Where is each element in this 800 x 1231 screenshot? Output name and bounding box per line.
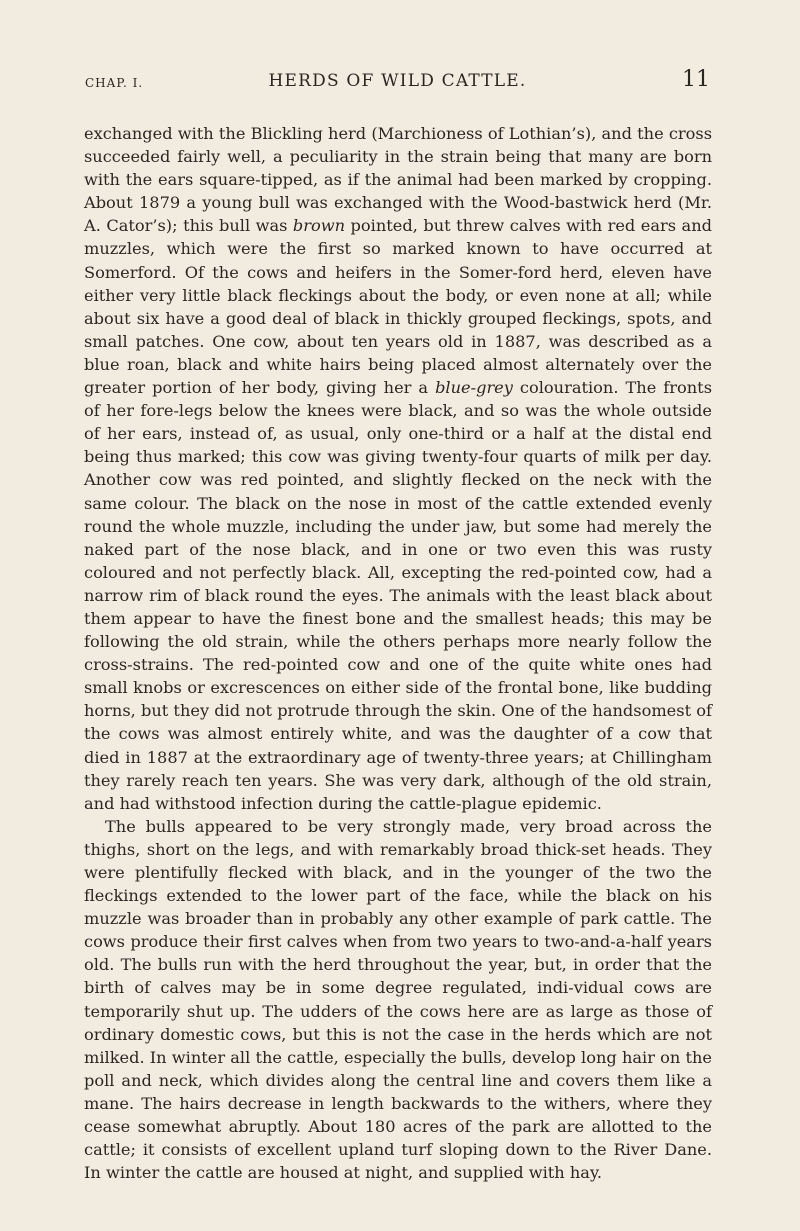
page-number: 11	[682, 67, 710, 92]
paragraph-1	[84, 122, 712, 815]
paragraph-2	[84, 815, 712, 1185]
text-run: The bulls appeared to be very strongly made, very broad across the thighs, short on the legs, and with remarkably broad thick-set heads. They were plentifully flecked with black, and in the younger of the two the fleckings extended to the lower part of the face, while the black on his muzzle was broader than in probably any other example of park cattle. The cows produce their first calves when from two years to two-and-a-half years old. The bulls run with the herd throughout the year, but, in order that the birth of calves may be in some degree regulated, indi-vidual cows are temporarily shut up. The udders of the cows here are as large as those of ordinary domestic cows, but this is not the case in the herds which are not milked. In winter all the cattle, especially the bulls, develop long hair on the poll and neck, which divides along the central line and covers them like a mane. The hairs decrease in length backwards to the withers, where they cease somewhat abruptly. About 180 acres of the park are allotted to the cattle; it consists of excellent upland turf sloping down to the River Dane. In winter the cattle are housed at night, and supplied with hay.	[84, 816, 712, 1183]
text-run: colouration. The fronts of her fore-legs below the knees were black, and so was the whole outside of her ears, instead of, as usual, only one-third or a half at the distal end being thus marked; this cow was giving twenty-four quarts of milk per day. Another cow was red pointed, and slightly flecked on the neck with the same colour. The black on the nose in most of the cattle extended evenly round the whole muzzle, including the under jaw, but some had merely the naked part of the nose black, and in one or two even this was rusty coloured and not perfectly black. All, excepting the red-pointed cow, had a narrow rim of black round the eyes. The animals with the least black about them appear to have the finest bone and the smallest heads; this may be following the old strain, while the others perhaps more nearly follow the cross-strains. The red-pointed cow and one of the quite white ones had small knobs or excrescences on either side of the frontal bone, like budding horns, but they did not protrude through the skin. One of the handsomest of the cows was almost entirely white, and was the daughter of a cow that died in 1887 at the extraordinary age of twenty-three years; at Chillingham they rarely reach ten years. She was very dark, although of the old strain, and had withstood infection during the cattle-plague epidemic.	[84, 378, 712, 813]
text-run: exchanged with the Blickling herd (Marchioness of Lothian’s), and the cross succeeded fairly well, a peculiarity in the strain being that many are born with the ears square-tipped, as if the animal had been marked by cropping. About 1879 a young bull was exchanged with the Wood-bastwick herd (Mr. A. Cator’s); this bull was	[84, 124, 712, 236]
italic-run: blue-grey	[435, 378, 513, 398]
chapter-label: CHAP. I.	[85, 76, 144, 90]
running-title: HERDS OF WILD CATTLE.	[268, 71, 527, 91]
italic-run: brown	[292, 216, 346, 236]
body-text	[84, 122, 712, 1184]
running-head	[85, 62, 710, 92]
text-run: pointed, but threw calves with red ears and muzzles, which were the first so marked known to have occurred at Somerford. Of the cows and heifers in the Somer-ford herd, eleven have either very little black fleckings about the body, or even none at all; while about six have a good deal of black in thickly grouped fleckings, spots, and small patches. One cow, about ten years old in 1887, was described as a blue roan, black and white hairs being placed almost alternately over the greater portion of her body, giving her a	[84, 216, 712, 398]
